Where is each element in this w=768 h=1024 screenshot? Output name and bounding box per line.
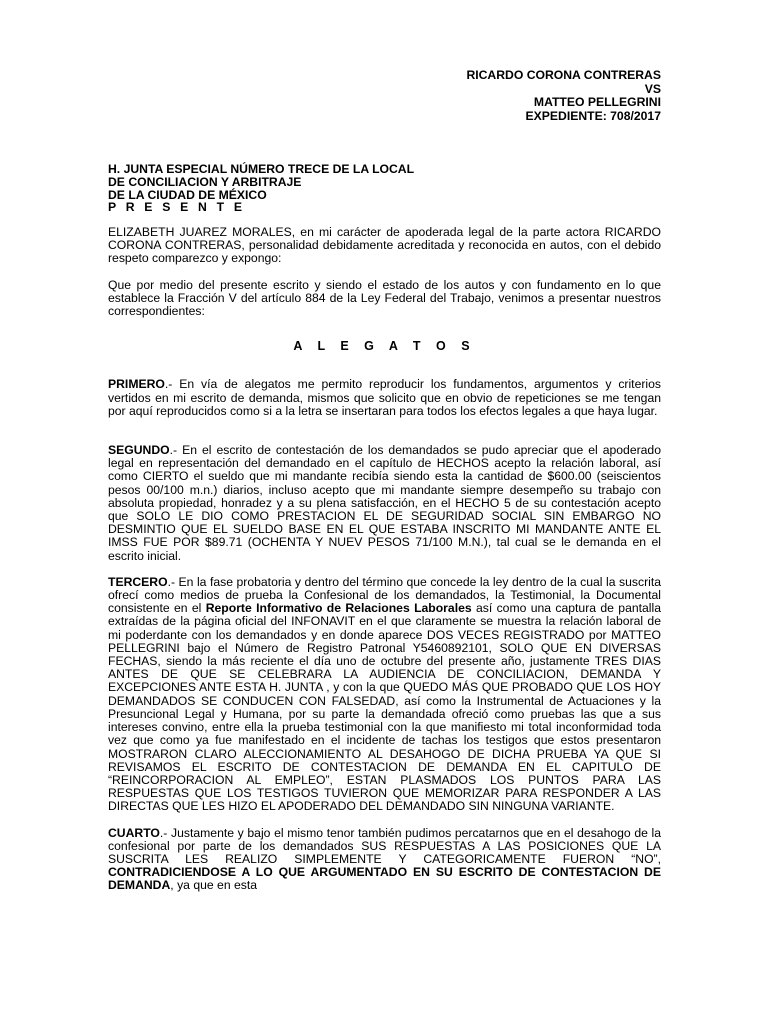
addressee-line-2: DE CONCILIACION Y ARBITRAJE (108, 174, 302, 189)
tercero-label: TERCERO (108, 574, 168, 589)
purpose-paragraph: Que por medio del presente escrito y siendo el estado de los autos y con fundamento en lo que establece la Fracción V del artículo 884 de la Ley Federal del Trabajo, venimos a presentar nuestros correspondientes: (108, 277, 661, 319)
tercero-text-b: así como una captura de pantalla extraídas de la página oficial del INFONAVIT en el que claramente se muestra la relación laboral de mi poderdante con los demandados y en donde aparece DOS VECES REGISTRADO por MATTEO PELLEGRINI bajo el Número de Registro Patronal Y5460892101, SOLO QUE EN DIVERSAS FECHAS, siendo la más reciente el día uno de octubre del presente año, justamente TRES DIAS ANTES DE QUE SE CELEBRARA LA AUDIENCIA DE CONCILIACION, DEMANDA Y EXCEPCIONES ANTE ESTA H. JUNTA , y con la que QUEDO MÁS QUE PROBADO QUE LOS HOY DEMANDADOS SE CONDUCEN CON FALSEDAD, así como la Instrumental de Actuaciones y la Presuncional Legal y Humana, por su parte la demandada ofreció como pruebas las que a sus intereses convino, entre ella la prueba testimonial con la que manifiesto mi total inconformidad toda vez que como ya fue manifestado en el incidente de tachas los testigos que estos presentaron MOSTRARON CLARO ALECCIONAMIENTO AL DESAHOGO DE DICHA PRUEBA YA QUE SI REVISAMOS EL ESCRITO DE CONTESTACION DE DEMANDA EN EL CAPITULO DE “REINCORPORACION AL EMPLEO”, ESTAN PLASMADOS LOS PUNTOS PARA LAS RESPUESTAS QUE LOS TESTIGOS TUVIERON QUE MEMORIZAR PARA RESPONDER A LAS DIRECTAS QUE LES HIZO EL APODERADO DEL DEMANDADO SIN NINGUNA VARIANTE. (108, 601, 661, 814)
cuarto-bold: CONTRADICIENDOSE A LO QUE ARGUMENTADO EN SU ESCRITO DE CONTESTACION DE DEMANDA (108, 865, 661, 893)
intro-paragraph: ELIZABETH JUAREZ MORALES, en mi carácter de apoderada legal de la parte actora RICARDO CORONA CONTRERAS, personalidad debidamente acreditada y reconocida en autos, con el debido respeto comparezco y expongo: (108, 225, 661, 266)
primero-label: PRIMERO (108, 377, 165, 392)
tercero-bold: Reporte Informativo de Relaciones Laborales (205, 601, 472, 616)
tercero-paragraph (108, 576, 661, 814)
cuarto-paragraph (108, 827, 661, 893)
cuarto-label: CUARTO (108, 825, 160, 840)
addressee-line-3: DE LA CIUDAD DE MÉXICO (108, 187, 267, 202)
case-heading (466, 69, 661, 123)
case-versus: VS (644, 81, 661, 96)
addressee-presente: P R E S E N T E (108, 200, 246, 215)
addressee-block (108, 163, 414, 214)
segundo-label: SEGUNDO (108, 443, 170, 458)
segundo-text: .- En el escrito de contestación de los demandados se pudo apreciar que el apoderado legal en representación del demandado en el capítulo de HECHOS acepto la relación laboral, así como CIERTO el sueldo que mi mandante recibía siendo esta la cantidad de $600.00 (seiscientos pesos 00/100 m.n.) diarios, incluso acepto que mi mandante siempre desempeño su trabajo con absoluta propiedad, honradez y a su plena satisfacción, en el HECHO 5 de su contestación acepto que SOLO LE DIO COMO PRESTACION EL DE SEGURIDAD SOCIAL SIN EMBARGO NO DESMINTIO QUE EL SUELDO BASE EN EL QUE ESTABA INSCRITO MI MANDANTE ANTE EL IMSS FUE POR $89.71 (OCHENTA Y NUEV PESOS 71/100 M.N.), tal cual se le demanda en el escrito inicial. (108, 443, 661, 563)
section-title: A L E G A T O S (293, 339, 476, 354)
cuarto-text-a: .- Justamente y bajo el mismo tenor también pudimos percatarnos que en el desahogo de la confesional por parte de los demandados SUS RESPUESTAS A LAS POSICIONES QUE LA SUSCRITA LES REALIZO SIMPLEMENTE Y CATEGORICAMENTE FUERON “NO”, (108, 825, 661, 866)
document-body (108, 226, 661, 893)
case-file-number: EXPEDIENTE: 708/2017 (525, 108, 661, 123)
segundo-paragraph (108, 444, 661, 563)
primero-paragraph (108, 378, 661, 418)
tercero-text-a: .- En la fase probatoria y dentro del término que concede la ley dentro de la cual la suscrita ofrecí como medios de prueba la Confesional de los demandados, la Testimonial, la Documental consistente en el (108, 574, 661, 616)
primero-text: .- En vía de alegatos me permito reproducir los fundamentos, argumentos y criterios vertidos en mi escrito de demanda, mismos que solicito que en obvio de repeticiones se me tengan por aquí reproducidos como si a la letra se insertaran para todos los efectos legales a que haya lugar. (108, 377, 661, 418)
addressee-line-1: H. JUNTA ESPECIAL NÚMERO TRECE DE LA LOCAL (108, 162, 415, 176)
case-plaintiff: RICARDO CORONA CONTRERAS (466, 68, 661, 82)
cuarto-text-b: , ya que en esta (170, 878, 258, 893)
case-defendant: MATTEO PELLEGRINI (533, 95, 661, 109)
